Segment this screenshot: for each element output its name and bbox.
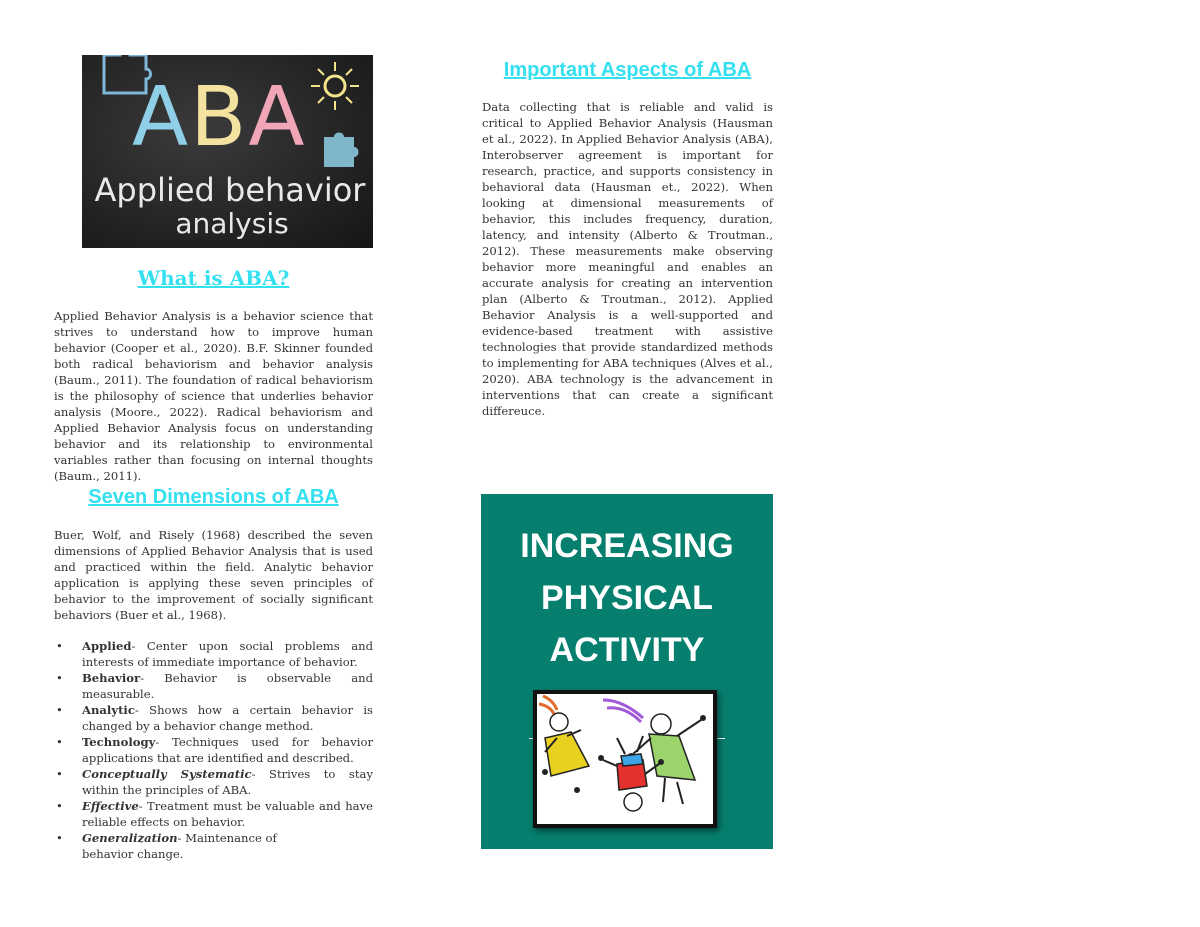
dimension-term: Conceptually Systematic: [82, 767, 252, 781]
list-item: [54, 734, 373, 766]
bullet-icon: •: [56, 671, 63, 685]
dimension-description: - Treatment must be valuable and have reliable effects on behavior.: [82, 799, 373, 829]
what-is-aba-heading: What is ABA?: [137, 266, 290, 290]
dimension-description: - Techniques used for behavior applications that are identified and described.: [82, 735, 373, 765]
children-playing-illustration: [533, 690, 717, 828]
seven-dimensions-heading: Seven Dimensions of ABA: [88, 486, 339, 508]
dimension-description: - Maintenance of behavior change.: [82, 831, 277, 861]
bullet-icon: •: [56, 639, 63, 653]
seven-dimensions-list: [54, 638, 373, 862]
list-item: [54, 638, 373, 670]
list-item: [54, 702, 373, 734]
dimension-term: Analytic: [82, 703, 135, 717]
important-aspects-heading: Important Aspects of ABA: [503, 59, 752, 81]
bullet-icon: •: [56, 799, 63, 813]
cover-title: [481, 520, 773, 676]
cover-title-line: INCREASING: [520, 527, 734, 565]
list-item: [54, 766, 373, 798]
dimension-term: Technology: [82, 735, 156, 749]
what-is-aba-paragraph: Applied Behavior Analysis is a behavior science that strives to understand how to improve human behavior (Cooper et al., 2020). B.F. Skinner founded both radical behaviorism and behavior analysis (Baum., 2011). The foundation of radical behaviorism is the philosophy of science that underlies behavior analysis (Moore., 2022). Radical behaviorism and Applied Behavior Analysis focus on understanding behavior and its relationship to environmental variables rather than focusing on internal thoughts (Baum., 2011).: [54, 309, 373, 483]
dimension-description: - Shows how a certain behavior is changed by a behavior change method.: [82, 703, 373, 733]
bullet-icon: •: [56, 735, 63, 749]
aba-chalkboard-image: [82, 55, 373, 248]
important-aspects-paragraph: Data collecting that is reliable and valid is critical to Applied Behavior Analysis (Hausman et al., 2022). In Applied Behavior Analysis (ABA), Interobserver agreement is important for research, practice, and supports consistency in behavioral data (Hausman et., 2022). When looking at dimensional measurements of behavior, this includes frequency, duration, latency, and intensity (Alberto & Troutman., 2012). These measurements make observing behavior more meaningful and enables an accurate analysis for creating an intervention plan (Alberto & Troutman., 2012). Applied Behavior Analysis is a well-supported and evidence-based treatment with assistive technologies that provide standardized methods to implementing for ABA techniques (Alves et al., 2020). ABA technology is the advancement in interventions that can create a significant differeuce.: [482, 100, 773, 418]
dimension-term: Behavior: [82, 671, 141, 685]
list-item: [54, 798, 373, 830]
bullet-icon: •: [56, 831, 63, 845]
bullet-icon: •: [56, 767, 63, 781]
bullet-icon: •: [56, 703, 63, 717]
dimension-description: - Strives to stay within the principles of ABA.: [82, 767, 373, 797]
puzzle-piece-icon: [320, 129, 362, 171]
list-item: [54, 670, 373, 702]
dimension-description: - Center upon social problems and interests of immediate importance of behavior.: [82, 639, 373, 669]
dimension-term: Generalization: [82, 831, 178, 845]
chalk-caption-line1: Applied behavior: [94, 171, 366, 209]
cover-title-line: PHYSICAL: [541, 579, 713, 617]
aba-chalk-letters: ABA: [132, 70, 307, 165]
seven-dimensions-paragraph: Buer, Wolf, and Risely (1968) described the seven dimensions of Applied Behavior Analysis that is used and practiced within the field. Analytic behavior application is applying these seven principles of behavior to the improvement of socially significant behaviors (Buer et al., 1968).: [54, 528, 373, 622]
dimension-description: - Behavior is observable and measurable.: [82, 671, 373, 701]
dimension-term: Applied: [82, 639, 132, 653]
children-playing-icon: [537, 694, 713, 824]
list-item: [54, 830, 287, 862]
dimension-term: Effective: [82, 799, 139, 813]
chalk-caption-line2: analysis: [175, 207, 289, 240]
sun-icon: [308, 59, 362, 113]
cover-title-line: ACTIVITY: [549, 631, 705, 669]
